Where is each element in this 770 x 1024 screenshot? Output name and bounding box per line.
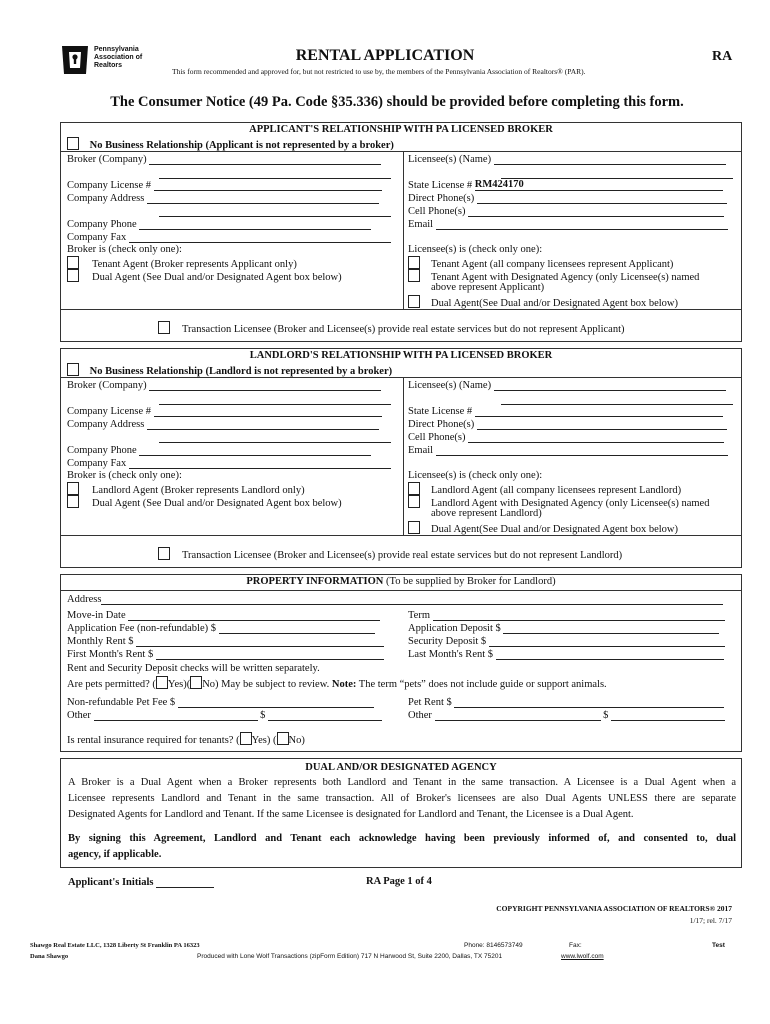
application-fee-field[interactable] [219, 622, 375, 634]
ll-broker-company-label: Broker (Company) [67, 380, 147, 391]
landlord-transaction-divider [61, 535, 741, 536]
logo-line-1: Pennsylvania [94, 46, 139, 53]
produced-with-text: Produced with Lone Wolf Transactions (zipForm Edition) 717 N Harwood St, Suite 2200, Dallas, TX 75201 [197, 953, 503, 960]
dual-agency-line-3: Designated Agents for Landlord and Tenant. If the same Licensee is designated for Landlord and Tenant, the Licensee is a Dual Agent. [68, 809, 634, 820]
landlord-lic-dual-agent-label: Dual Agent(See Dual and/or Designated Agent box below) [431, 524, 678, 535]
applicant-lic-designated-label-2: above represent Applicant) [431, 282, 545, 293]
landlord-agent-checkbox[interactable] [67, 482, 79, 495]
applicant-company-license-field[interactable] [154, 179, 382, 191]
company-address-label: Company Address [67, 193, 145, 204]
agent-name: Dana Shawgo [30, 953, 69, 960]
applicant-lic-dual-agent-label: Dual Agent(See Dual and/or Designated Agent box below) [431, 298, 678, 309]
applicant-broker-company-field[interactable] [149, 153, 381, 165]
cell-phone-label: Cell Phone(s) [408, 206, 466, 217]
page-number: RA Page 1 of 4 [366, 876, 432, 887]
applicant-initials-label: Applicant's Initials [68, 877, 154, 888]
landlord-no-relationship-checkbox[interactable] [67, 363, 79, 376]
landlord-broker-company-field-2[interactable] [159, 393, 391, 405]
applicant-column-divider [403, 151, 404, 309]
property-section-note: (To be supplied by Broker for Landlord) [386, 576, 556, 587]
pets-note-label: Note: [331, 679, 357, 690]
pet-fee-label: Non-refundable Pet Fee $ [67, 697, 176, 708]
other-dollar-1: $ [260, 710, 266, 721]
applicant-section-title: APPLICANT'S RELATIONSHIP WITH PA LICENSED BROKER [249, 124, 553, 135]
landlord-lic-designated-checkbox[interactable] [408, 495, 420, 508]
landlord-broker-is-label: Broker is (check only one): [67, 470, 182, 481]
property-divider [61, 590, 741, 591]
other-amount-field-1[interactable] [268, 709, 382, 721]
lwolf-link[interactable]: www.lwolf.com [561, 953, 604, 960]
landlord-transaction-licensee-checkbox[interactable] [158, 547, 170, 560]
landlord-dual-agent-checkbox[interactable] [67, 495, 79, 508]
first-month-label: First Month's Rent $ [67, 649, 154, 660]
applicant-divider [61, 151, 741, 152]
ll-company-fax-label: Company Fax [67, 458, 127, 469]
landlord-state-license-field[interactable] [475, 405, 723, 417]
landlord-lic-designated-label-2: above represent Landlord) [431, 508, 542, 519]
applicant-lic-tenant-agent-checkbox[interactable] [408, 256, 420, 269]
landlord-lic-agent-checkbox[interactable] [408, 482, 420, 495]
landlord-no-relationship-label: No Business Relationship (Landlord is not represented by a broker) [89, 366, 393, 377]
applicant-initials-field[interactable] [156, 876, 214, 888]
other-label-2: Other [408, 710, 432, 721]
ll-company-address-label: Company Address [67, 419, 145, 430]
landlord-direct-phone-field[interactable] [477, 418, 727, 430]
applicant-transaction-divider [61, 309, 741, 310]
applicant-cell-phone-field[interactable] [468, 205, 724, 217]
dual-agency-ack-2: agency, if applicable. [68, 849, 162, 860]
monthly-rent-field[interactable] [136, 635, 384, 647]
ll-licensees-name-label: Licensee(s) (Name) [408, 380, 492, 391]
applicant-broker-company-field-2[interactable] [159, 167, 391, 179]
landlord-no-relationship [67, 363, 392, 377]
insurance-no-checkbox[interactable] [277, 732, 289, 745]
property-section-title: PROPERTY INFORMATION [246, 576, 384, 587]
applicant-tenant-agent-label: Tenant Agent (Broker represents Applicant only) [92, 259, 297, 270]
landlord-broker-section [60, 348, 742, 568]
form-subtitle: This form recommended and approved for, but not restricted to use by, the members of the Pennsylvania Association of Realtors® (PAR). [172, 67, 586, 76]
logo-line-2: Association of [94, 54, 143, 61]
pets-no-checkbox[interactable] [190, 676, 202, 689]
applicant-no-relationship [67, 137, 394, 151]
ll-direct-phone-label: Direct Phone(s) [408, 419, 475, 430]
ll-state-license-label: State License # [408, 406, 473, 417]
state-license-value: RM424170 [474, 179, 524, 190]
application-deposit-field[interactable] [503, 622, 719, 634]
applicant-licensee-is-label: Licensee(s) is (check only one): [408, 244, 543, 255]
other-description-field-1[interactable] [94, 709, 258, 721]
checks-note: Rent and Security Deposit checks will be written separately. [67, 663, 320, 674]
applicant-broker-section [60, 122, 742, 342]
applicant-transaction-licensee-checkbox[interactable] [158, 321, 170, 334]
pets-yes-checkbox[interactable] [156, 676, 168, 689]
property-address-field[interactable] [101, 593, 723, 605]
landlord-broker-company-field[interactable] [149, 379, 381, 391]
dual-agency-line-1: A Broker is a Dual Agent when a Broker represents both Landlord and Tenant in the same transaction. A Licensee is a Dual Agent when a [68, 777, 736, 788]
landlord-divider [61, 377, 741, 378]
term-label: Term [408, 610, 431, 621]
revision-text: 1/17; rel. 7/17 [689, 916, 732, 925]
landlord-lic-designated-label: Landlord Agent with Designated Agency (only Licensee(s) named [431, 498, 710, 509]
applicant-direct-phone-field[interactable] [477, 192, 727, 204]
address-label: Address [67, 594, 102, 605]
direct-phone-label: Direct Phone(s) [408, 193, 475, 204]
landlord-lic-agent-label: Landlord Agent (all company licensees represent Landlord) [431, 485, 682, 496]
monthly-rent-label: Monthly Rent $ [67, 636, 134, 647]
dual-agency-line-2: Licensee represents Landlord and Tenant in the same transaction. All of Broker's licensees are also Dual Agents UNLESS there are separate [68, 793, 736, 804]
insurance-question: Is rental insurance required for tenants? ( [67, 735, 240, 746]
company-license-label: Company License # [67, 180, 151, 191]
landlord-dual-agent-label: Dual Agent (See Dual and/or Designated Agent box below) [92, 498, 342, 509]
insurance-no-label: No) [288, 735, 305, 746]
applicant-tenant-agent-checkbox[interactable] [67, 256, 79, 269]
landlord-lic-dual-agent-checkbox[interactable] [408, 521, 420, 534]
applicant-dual-agent-checkbox[interactable] [67, 269, 79, 282]
applicant-lic-tenant-agent-label: Tenant Agent (all company licensees represent Applicant) [431, 259, 674, 270]
pets-question: Are pets permitted? ( [67, 679, 156, 690]
insurance-yes-checkbox[interactable] [240, 732, 252, 745]
form-title: RENTAL APPLICATION [295, 47, 475, 64]
other-dollar-2: $ [603, 710, 609, 721]
ll-company-phone-label: Company Phone [67, 445, 137, 456]
insurance-yes-label: Yes) ( [251, 735, 277, 746]
landlord-agent-label: Landlord Agent (Broker represents Landlord only) [92, 485, 305, 496]
other-label-1: Other [67, 710, 91, 721]
applicant-email-field[interactable] [436, 218, 728, 230]
pet-rent-field[interactable] [454, 696, 724, 708]
dual-agency-section [60, 758, 742, 868]
move-in-date-field[interactable] [128, 609, 380, 621]
applicant-dual-agent-label: Dual Agent (See Dual and/or Designated Agent box below) [92, 272, 342, 283]
applicant-broker-is-label: Broker is (check only one): [67, 244, 182, 255]
footer-fax: Fax: [569, 942, 582, 949]
landlord-company-license-field[interactable] [154, 405, 382, 417]
landlord-company-address-field[interactable] [147, 418, 379, 430]
applicant-lic-dual-agent-checkbox[interactable] [408, 295, 420, 308]
footer-test: Test [712, 942, 725, 949]
applicant-company-fax-field[interactable] [129, 231, 391, 243]
pets-yes-label: Yes)( [167, 679, 191, 690]
pet-fee-field[interactable] [178, 696, 374, 708]
applicant-no-relationship-label: No Business Relationship (Applicant is not represented by a broker) [89, 140, 394, 151]
applicant-company-address-field[interactable] [147, 192, 379, 204]
footer-phone: Phone: 8146573749 [464, 942, 523, 949]
pets-note-text: The term “pets” does not include guide or support animals. [358, 679, 607, 690]
security-deposit-label: Security Deposit $ [408, 636, 487, 647]
security-deposit-field[interactable] [489, 635, 725, 647]
applicant-state-license-field[interactable] [475, 179, 723, 191]
landlord-company-address-field-2[interactable] [159, 431, 391, 443]
dual-agency-title: DUAL AND/OR DESIGNATED AGENCY [305, 762, 497, 773]
landlord-section-title: LANDLORD'S RELATIONSHIP WITH PA LICENSED BROKER [249, 350, 553, 361]
email-label: Email [408, 219, 434, 230]
applicant-company-phone-field[interactable] [139, 218, 371, 230]
applicant-no-relationship-checkbox[interactable] [67, 137, 79, 150]
landlord-transaction-licensee-label: Transaction Licensee (Broker and Licensee(s) provide real estate services but do not represent Landlord) [182, 550, 623, 561]
move-in-label: Move-in Date [67, 610, 126, 621]
last-month-rent-field[interactable] [496, 648, 724, 660]
brokerage-info: Shawgo Real Estate LLC, 1328 Liberty St Franklin PA 16323 [30, 942, 200, 949]
landlord-company-phone-field[interactable] [139, 444, 371, 456]
applicant-licensee-name-field[interactable] [494, 153, 726, 165]
landlord-column-divider [403, 377, 404, 535]
copyright-text: COPYRIGHT PENNSYLVANIA ASSOCIATION OF REALTORS® 2017 [496, 904, 732, 913]
first-month-rent-field[interactable] [156, 648, 384, 660]
pets-no-label: No) May be subject to review. [202, 679, 330, 690]
app-fee-label: Application Fee (non-refundable) $ [67, 623, 216, 634]
last-month-label: Last Month's Rent $ [408, 649, 494, 660]
dual-agency-ack-1: By signing this Agreement, Landlord and Tenant each acknowledge having been previously informed of, and consented to, dual [68, 833, 736, 844]
state-license-label: State License # [408, 180, 473, 191]
company-phone-label: Company Phone [67, 219, 137, 230]
landlord-licensee-name-field-2[interactable] [501, 393, 733, 405]
landlord-email-field[interactable] [436, 444, 728, 456]
applicant-company-address-field-2[interactable] [159, 205, 391, 217]
app-deposit-label: Application Deposit $ [408, 623, 501, 634]
landlord-cell-phone-field[interactable] [468, 431, 724, 443]
company-fax-label: Company Fax [67, 232, 127, 243]
ll-company-license-label: Company License # [67, 406, 151, 417]
landlord-licensee-name-field[interactable] [494, 379, 726, 391]
broker-company-label: Broker (Company) [67, 154, 147, 165]
term-field[interactable] [433, 609, 725, 621]
other-amount-field-2[interactable] [611, 709, 725, 721]
other-description-field-2[interactable] [435, 709, 601, 721]
landlord-licensee-is-label: Licensee(s) is (check only one): [408, 470, 543, 481]
consumer-notice: The Consumer Notice (49 Pa. Code §35.336) should be provided before completing this form. [110, 94, 684, 110]
applicant-lic-designated-label: Tenant Agent with Designated Agency (only Licensee(s) named [431, 272, 700, 283]
form-code: RA [712, 49, 733, 64]
applicant-licensee-name-field-2[interactable] [501, 167, 733, 179]
ll-cell-phone-label: Cell Phone(s) [408, 432, 466, 443]
applicant-transaction-licensee-label: Transaction Licensee (Broker and Licensee(s) provide real estate services but do not represent Applicant) [182, 324, 625, 335]
applicant-lic-designated-checkbox[interactable] [408, 269, 420, 282]
property-information-section [60, 574, 742, 752]
ll-email-label: Email [408, 445, 434, 456]
logo-line-3: Realtors [94, 62, 123, 69]
licensees-name-label: Licensee(s) (Name) [408, 154, 492, 165]
landlord-company-fax-field[interactable] [129, 457, 391, 469]
pet-rent-label: Pet Rent $ [408, 697, 452, 708]
